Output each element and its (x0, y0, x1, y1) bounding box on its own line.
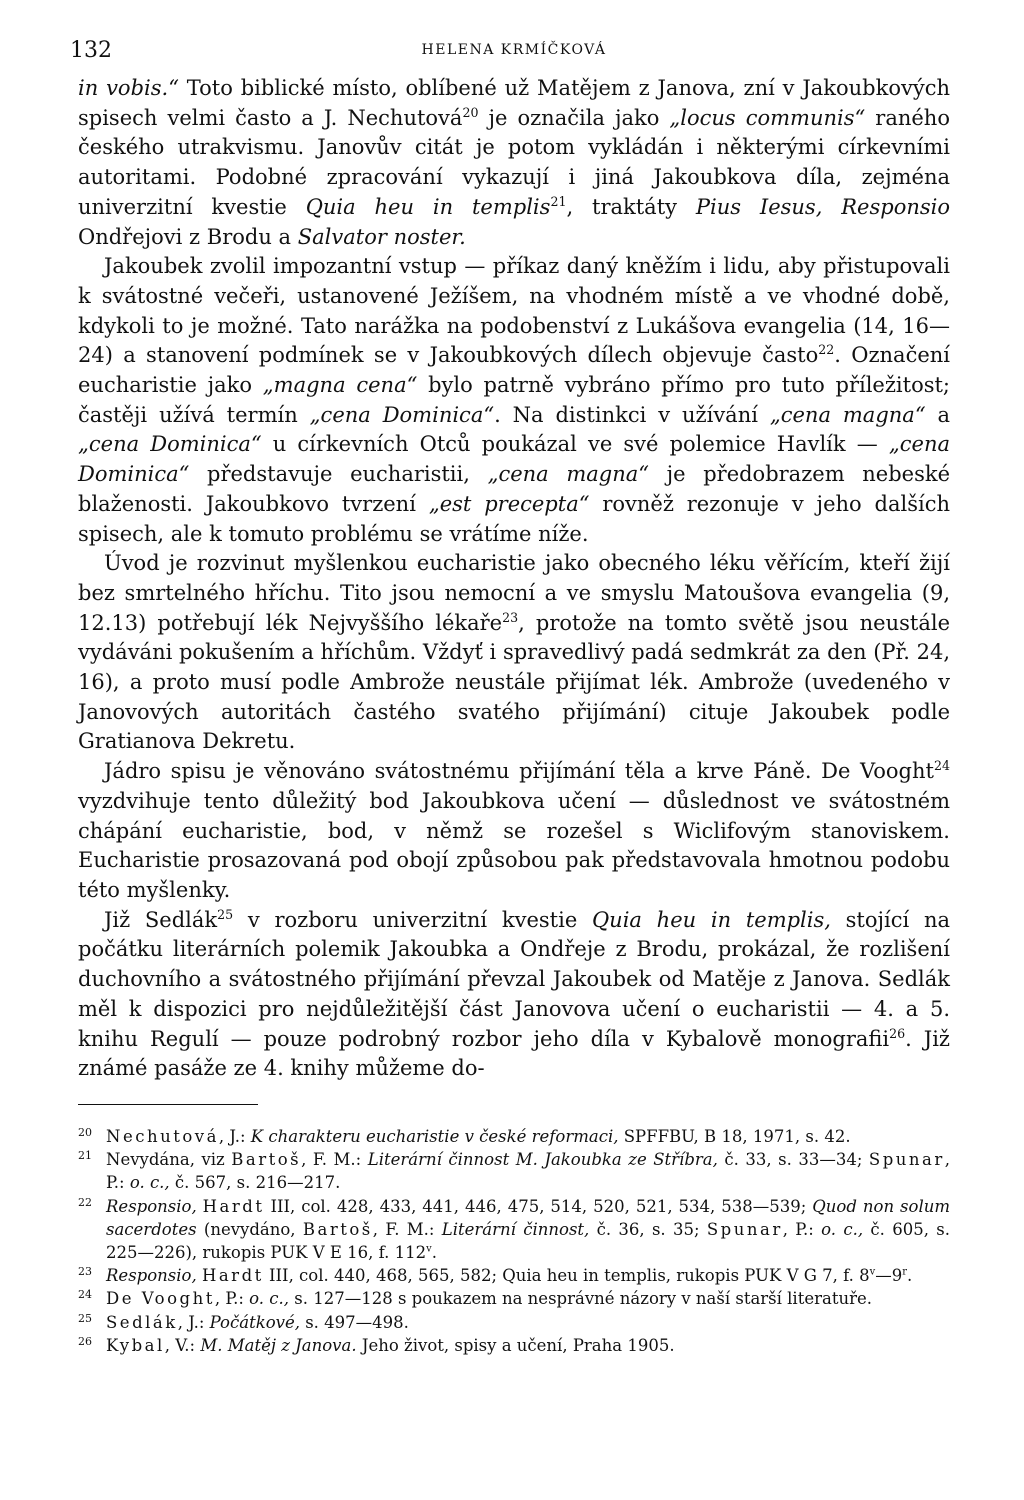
footnote (78, 1287, 950, 1310)
text-run: , V.: (164, 1335, 201, 1355)
footnote-number: 22 (78, 1195, 92, 1209)
footnote (78, 1264, 950, 1287)
italic-text: Pius Iesus, Responsio (695, 194, 951, 219)
italic-text: Salvator noster. (297, 224, 466, 249)
footnote-reference: 20 (462, 104, 479, 120)
text-run: u církevních Otců poukázal ve své polemice Havlík — (261, 432, 889, 457)
text-run: s. 127—128 s poukazem na nesprávné názory v naší starší literatuře. (289, 1289, 872, 1309)
text-run: , F. M.: (301, 1150, 368, 1170)
italic-text: in vobis.“ (78, 76, 179, 100)
text-run: SPFFBU, B 18, 1971, s. 42. (618, 1126, 851, 1146)
author-name: Kybal (106, 1335, 165, 1355)
text-run: , J.: (177, 1312, 210, 1332)
text-run: č. 605, s. 225—226), rukopis PUK V E 16, f. 112 (106, 1219, 950, 1262)
footnote-divider (78, 1104, 258, 1105)
paragraph (78, 549, 950, 757)
footnote-reference: 23 (502, 609, 519, 625)
italic-text: „cena Dominica“ (309, 402, 495, 427)
running-head: HELENA KRMÍČKOVÁ (421, 42, 607, 58)
italic-text: K charakteru eucharistie v české reformaci, (250, 1126, 619, 1146)
footnote-number: 23 (78, 1265, 92, 1279)
text-run: . Již známé pasáže ze 4. knihy můžeme do- (78, 1026, 950, 1081)
italic-text: Quia heu in templis (305, 194, 551, 219)
text-run: Již Sedlák (104, 907, 218, 932)
italic-text: „locus communis“ (669, 105, 866, 130)
footnote-reference: 21 (550, 193, 567, 209)
footnote (78, 1334, 950, 1357)
author-name: De Vooght (106, 1289, 215, 1309)
body-text (78, 74, 950, 1084)
text-run: Toto biblické místo, oblíbené už Matějem z Janova, zní v Jakoubkových spisech velmi často a J. Nechutová (78, 76, 950, 130)
text-run: Nevydána, viz (106, 1150, 232, 1170)
text-run: Jakoubek zvolil impozantní vstup — příkaz daný kněžím i lidu, aby přistupovali k svátostné večeři, ustanovené Ježíšem, na vhodném místě a ve vhodné době, kdykoli to je možné. Tato narážka na podobenství z Lukášova evangelia (14, 16—24) a stanovení podmínek se v Jakoubkových dílech objevuje často (78, 254, 950, 368)
text-run: , J.: (218, 1126, 251, 1146)
author-name: Hardt (202, 1196, 265, 1216)
text-run: —9 (875, 1266, 903, 1286)
italic-text: Quia heu in templis, (591, 907, 831, 932)
italic-text: o. c., (821, 1219, 864, 1239)
author-name: Hardt (201, 1266, 264, 1286)
italic-text: „cena Dominica“ (78, 432, 262, 457)
text-run: , P.: (782, 1219, 822, 1239)
italic-text: „magna cena“ (262, 373, 418, 398)
text-run: , F. M.: (372, 1219, 442, 1239)
text-run: Jeho život, spisy a učení, Praha 1905. (356, 1335, 675, 1355)
text-run: . Označení eucharistie jako (78, 343, 950, 398)
text-run: Úvod je rozvinut myšlenkou eucharistie jako obecného léku věřícím, kteří žijí bez smrtelného hříchu. Tito jsou nemocní a ve smyslu Matoušova evangelia (9, 12.13) potřebují lék Nejvyššího lékaře (78, 551, 950, 635)
footnote-number: 26 (78, 1334, 92, 1348)
author-name: Sedlák (106, 1312, 178, 1332)
footnote-reference: r (902, 1266, 907, 1278)
text-run: III, col. 428, 433, 441, 446, 475, 514, 520, 521, 534, 538—539; (264, 1196, 813, 1216)
italic-text: o. c., (129, 1173, 170, 1193)
footnote-reference: 22 (818, 342, 835, 358)
text-run: , traktáty (566, 194, 696, 219)
footnotes (78, 1125, 950, 1357)
italic-text: „cena magna“ (487, 462, 649, 487)
text-run: . (906, 1266, 913, 1286)
text-run: je předobrazem nebeské blaženosti. Jakoubkovo tvrzení (78, 462, 951, 516)
text-run: , P.: (106, 1150, 950, 1193)
footnote-number: 24 (78, 1288, 92, 1302)
text-run: Ondřejovi z Brodu a (78, 224, 298, 249)
text-run: Jádro spisu je věnováno svátostnému přijímání těla a krve Páně. De Vooght (104, 759, 934, 784)
author-name: Bartoš (231, 1150, 302, 1170)
footnote-reference: 25 (217, 906, 234, 922)
italic-text: „est precepta“ (428, 491, 590, 516)
italic-text: Počátkové, (209, 1312, 300, 1332)
text-run: rovněž rezonuje v jeho dalších spisech, ale k tomuto problému se vrátíme níže. (78, 491, 950, 546)
text-run: a (925, 402, 951, 427)
paragraph (78, 906, 950, 1084)
text-run: III, col. 440, 468, 565, 582; Quia heu in templis, rukopis PUK V G 7, f. 8 (263, 1266, 870, 1286)
footnote (78, 1125, 950, 1148)
author-name: Spunar (706, 1219, 783, 1239)
text-run: č. 33, s. 33—34; (717, 1150, 869, 1170)
text-run: vyzdvihuje tento důležitý bod Jakoubkova učení — důslednost ve svátostném chápání eucharistie, bod, v němž se rozešel s Wiclifovým stanoviskem. Eucharistie prosazovaná pod obojí způsobou pak představovala hmotnou podobu této myšlenky. (78, 788, 950, 902)
italic-text: Literární činnost M. Jakoubka ze Stříbra, (367, 1150, 718, 1170)
footnote-reference: v (869, 1266, 876, 1278)
author-name: Spunar (868, 1150, 945, 1170)
paragraph (78, 757, 950, 906)
footnote (78, 1195, 950, 1265)
footnote-number: 21 (78, 1149, 92, 1163)
italic-text: Literární činnost, (441, 1219, 590, 1239)
text-run: . Na distinkci v užívání (494, 402, 770, 427)
author-name: Bartoš (302, 1219, 373, 1239)
footnote-reference: 24 (933, 758, 950, 774)
italic-text: Responsio, (106, 1196, 197, 1216)
text-run: představuje eucharistii, (189, 462, 488, 487)
footnote-number: 20 (78, 1125, 92, 1139)
text-run: stojící na počátku literárních polemik Jakoubka a Ondřeje z Brodu, prokázal, že rozlišení duchovního a svátostného přijímání převzal Jakoubek od Matěje z Janova. Sedlák měl k dispozici pro nejdůležitější část Janovova učení o eucharistii — 4. a 5. knihu Regulí — pouze podrobný rozbor jeho díla v Kybalově monografii (78, 907, 950, 1051)
footnote-reference: 26 (889, 1025, 906, 1041)
italic-text: o. c., (249, 1289, 290, 1309)
page (70, 38, 951, 1357)
italic-text: Responsio, (106, 1266, 197, 1286)
page-header (70, 38, 950, 74)
text-run: (nevydáno, (196, 1219, 303, 1239)
italic-text: M. Matěj z Janova. (200, 1335, 357, 1355)
text-run: v rozboru univerzitní kvestie (233, 907, 592, 932)
text-run: , P.: (214, 1289, 250, 1309)
text-run: č. 36, s. 35; (589, 1219, 707, 1239)
author-name: Nechutová (106, 1126, 219, 1146)
text-run: . (431, 1242, 437, 1262)
page-number: 132 (70, 38, 112, 63)
paragraph (78, 252, 950, 549)
italic-text: „cena Dominica“ (78, 432, 951, 487)
text-run: č. 567, s. 216—217. (169, 1173, 341, 1193)
footnote-number: 25 (78, 1311, 92, 1325)
italic-text: Quod non solum sacerdotes (106, 1196, 950, 1239)
text-run: raného českého utrakvismu. Janovův citát je potom vykládán i některými církevními autoritami. Podobné zpracování vykazují i jiná Jakoubkova díla, zejména univerzitní kvestie (78, 105, 950, 219)
paragraph (78, 74, 950, 252)
text-run: je označila jako (478, 105, 670, 130)
footnote-reference: v (426, 1243, 432, 1255)
footnote (78, 1148, 950, 1194)
text-run: , protože na tomto světě jsou neustále vydáváni pokušením a hříchům. Vždyť i spravedlivý padá sedmkrát za den (Př. 24, 16), a proto musí podle Ambrože neustále přijímat lék. Ambrože (uvedeného v Janovových autoritách častého svatého přijímání) cituje Jakoubek podle Gratianova Dekretu. (78, 610, 951, 754)
italic-text: „cena magna“ (769, 402, 926, 427)
text-run: bylo patrně vybráno přímo pro tuto příležitost; častěji užívá termín (78, 373, 950, 427)
footnote (78, 1311, 950, 1334)
text-run: s. 497—498. (299, 1312, 409, 1332)
